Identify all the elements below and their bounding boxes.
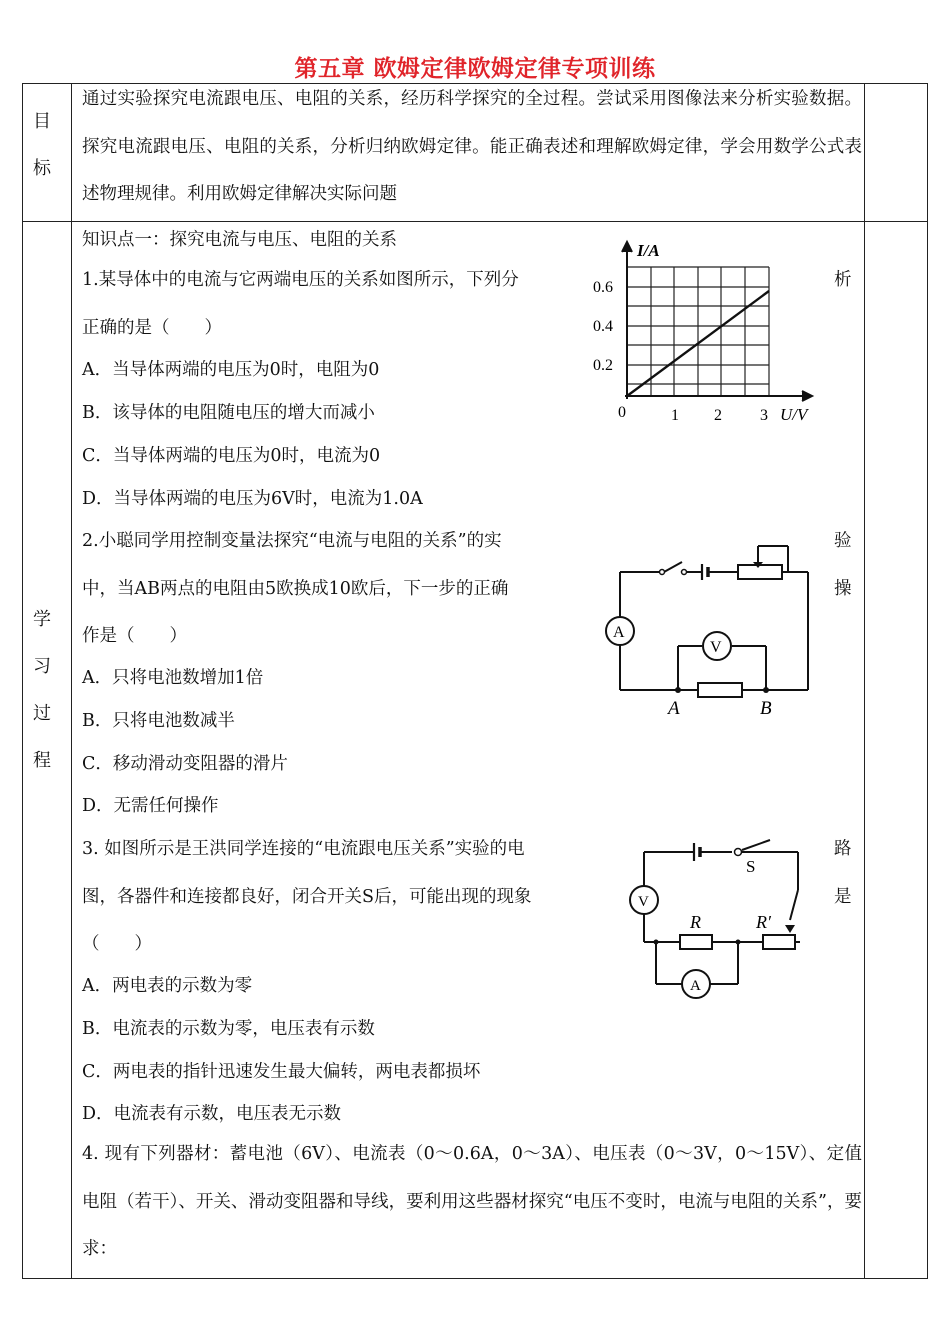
- q1-stem-line2: 正确的是（ ）: [82, 318, 222, 338]
- q3-stem-line1: 3. 如图所示是王洪同学连接的“电流跟电压关系”实验的电: [82, 839, 525, 859]
- q3-stem-line2: 图，各器件和连接都良好，闭合开关S后，可能出现的现象: [82, 887, 532, 907]
- q2-stem-line3: 作是（ ）: [82, 626, 187, 646]
- process-label: 学 习 过 程: [33, 609, 51, 771]
- q3-stem-line3: （ ）: [82, 934, 152, 954]
- q3-rheostat-label: R′: [756, 912, 771, 932]
- q2-stem-tail1: 验: [834, 531, 852, 551]
- q1-stem-line1: 1.某导体中的电流与它两端电压的关系如图所示，下列分: [82, 270, 519, 290]
- q3-stem-tail1: 路: [834, 839, 852, 859]
- q3-option-c: C．两电表的指针迅速发生最大偏转，两电表都损坏: [82, 1062, 481, 1082]
- q2-option-d: D．无需任何操作: [82, 796, 219, 816]
- goal-label: 目 标: [33, 111, 51, 179]
- q3-circuit-diagram: [620, 830, 825, 1002]
- goal-text: 通过实验探究电流跟电压、电阻的关系，经历科学探究的全过程。尝试采用图像法来分析实验数据。探究电流跟电压、电阻的关系，分析归纳欧姆定律。能正确表述和理解欧姆定律，学会用数学公式表述物理规律。利用欧姆定律解决实际问题: [82, 89, 862, 204]
- q1-graph-x-tick: 2: [714, 407, 722, 424]
- q3-option-b: B．电流表的示数为零，电压表有示数: [82, 1019, 375, 1039]
- page-title: 第五章 欧姆定律欧姆定律专项训练: [294, 55, 656, 82]
- q3-option-a: A．两电表的示数为零: [82, 976, 253, 996]
- table-border-bottom: [22, 1278, 928, 1279]
- q2-option-c: C．移动滑动变阻器的滑片: [82, 754, 288, 774]
- q3-stem-tail2: 是: [834, 887, 852, 907]
- table-column-divider-2: [864, 83, 865, 1279]
- q1-graph-x-axis-label: U/V: [780, 405, 808, 424]
- q2-stem-tail2: 操: [834, 579, 852, 599]
- table-row-divider: [22, 221, 928, 222]
- q3-resistor-label: R: [690, 912, 701, 932]
- q1-option-a: A．当导体两端的电压为0时，电阻为0: [82, 360, 380, 380]
- q2-stem-line1: 2.小聪同学用控制变量法探究“电流与电阻的关系”的实: [82, 531, 502, 551]
- q1-option-d: D．当导体两端的电压为6V时，电流为1.0A: [82, 489, 423, 509]
- q3-switch-label: S: [746, 857, 756, 876]
- q1-option-b: B．该导体的电阻随电压的增大而减小: [82, 403, 375, 423]
- q2-point-b-label: B: [760, 698, 772, 719]
- q1-graph-y-axis-label: I/A: [637, 241, 660, 260]
- knowledge-point-heading: 知识点一：探究电流与电压、电阻的关系: [82, 230, 397, 250]
- q2-ammeter-label: A: [613, 624, 625, 641]
- q2-voltmeter-label: V: [710, 639, 722, 656]
- q1-graph-y-tick: 0.2: [593, 357, 613, 374]
- q2-stem-line2: 中，当AB两点的电阻由5欧换成10欧后，下一步的正确: [82, 579, 509, 599]
- q1-graph-x-tick: 3: [760, 407, 768, 424]
- q2-point-a-label: A: [668, 698, 680, 719]
- q1-graph-x-tick: 0: [618, 404, 626, 421]
- q2-circuit-diagram: [598, 532, 823, 722]
- q2-option-b: B．只将电池数减半: [82, 711, 235, 731]
- q1-option-c: C．当导体两端的电压为0时，电流为0: [82, 446, 381, 466]
- table-border-right: [927, 83, 928, 1279]
- q3-voltmeter-label: V: [638, 894, 649, 910]
- table-column-divider-1: [71, 83, 72, 1279]
- q3-ammeter-label: A: [690, 978, 701, 994]
- q1-graph-y-tick: 0.4: [593, 318, 613, 335]
- q2-option-a: A．只将电池数增加1倍: [82, 668, 264, 688]
- q1-current-voltage-graph: [590, 234, 825, 429]
- q1-graph-y-tick: 0.6: [593, 279, 613, 296]
- q1-stem-tail: 析: [834, 270, 852, 290]
- q4-text: 4. 现有下列器材：蓄电池（6V）、电流表（0～0.6A，0～3A）、电压表（0～3V，0～15V）、定值电阻（若干）、开关、滑动变阻器和导线，要利用这些器材探究“电压不变时，电流与电阻的关系”，要求：: [82, 1144, 862, 1259]
- q3-option-d: D．电流表有示数，电压表无示数: [82, 1104, 342, 1124]
- q1-graph-x-tick: 1: [671, 407, 679, 424]
